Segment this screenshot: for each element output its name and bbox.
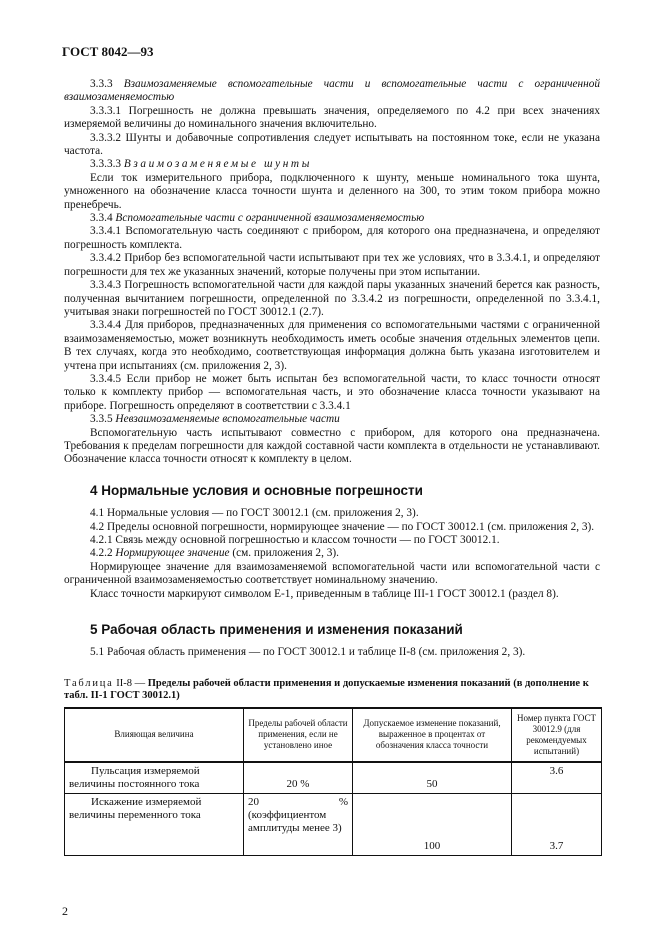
s4-paragraph: [64, 547, 600, 560]
clause-text: Вспомогательную часть испытывают совместно с прибором, для которого она предназначена. Требования к пределам погрешности для каждой составной части комплекта в отдельности не устанавливают. Обозначение класса точности относят к комплекту в целом.: [64, 426, 600, 466]
clause-text: Вспомогательную часть соединяют с прибором, для которого она предназначена, и определяют погрешность комплекта.: [64, 225, 600, 251]
section-5-title: 5 Рабочая область применения и изменения показаний: [90, 622, 463, 638]
clause-number: 4.2.1: [90, 534, 113, 546]
clause-number: 4.2: [90, 520, 105, 533]
section-4-body: [64, 507, 600, 601]
clause-text: Нормирующее значение: [115, 547, 230, 560]
clause-text: Невзаимозаменяемые вспомогательные части: [115, 413, 340, 426]
body-paragraph: [64, 373, 600, 413]
s4-paragraph: [64, 521, 600, 534]
body-paragraph: [64, 225, 600, 252]
clause-text: Взаимозаменяемые вспомогательные части и вспомогательные части с ограниченной взаимозаменяемостью: [64, 78, 600, 104]
clause-text: Нормальные условия — по ГОСТ 30012.1 (см. приложения 2, 3).: [106, 507, 419, 520]
section-3-3-3-blocks: [64, 78, 600, 467]
table-ii-8: [64, 707, 602, 856]
body-paragraph: [64, 279, 600, 319]
section-4-title: 4 Нормальные условия и основные погрешности: [90, 482, 423, 498]
body-paragraph: [64, 413, 600, 426]
header-working-range: Пределы рабочей области применения, если не установлено иное: [244, 708, 353, 762]
clause-number: 3.3.4.1: [90, 225, 122, 238]
clause-number: 3.3.4.5: [90, 372, 122, 385]
clause-text: Шунты и добавочные сопротивления следует испытывать на постоянном токе, если не указана частота.: [64, 131, 600, 158]
clause-text: Связь между основной погрешностью и классом точности — по ГОСТ 30012.1.: [115, 534, 500, 546]
clause-number: 3.3.3.1: [90, 104, 122, 117]
clause-text: Погрешность не должна превышать значения, определяемого по 4.2 при всех значениях измеряемой величины до номинального значения включительно.: [64, 104, 600, 131]
clause-text: Если прибор не может быть испытан без вспомогательной части, то класс точности относят только к комплекту прибор — вспомогательная часть, и это обозначение класса точности указывают на приборе. Погрешность определяют в соответствии с 3.3.4.1: [64, 372, 600, 412]
clause-text: Погрешность вспомогательной части для каждой пары указанных значений берется как разность, полученная вычитанием погрешности, определенной по 3.3.4.2 из погрешности, определенной по 3.3.4.1, учитывая знаки погрешностей по ГОСТ 30012.1 (2.7).: [64, 279, 600, 318]
table-row: Пульсация измеряемой величины постоянного тока 20 % 50 3.6: [65, 762, 602, 794]
clause-text: Взаимозаменяемые шунты: [123, 158, 312, 171]
clause-text: Для приборов, предназначенных для применения со вспомогательными частями с ограниченной взаимозаменяемостью, может возникнуть необходимость иметь особые значения отдельных элементов цепи. В тех случаях, когда это необходимо, соответствующая информация должна быть указана изготовителем и учтена при испытаниях (см. приложения 2, 3).: [64, 319, 601, 372]
body-paragraph: [64, 319, 600, 373]
header-permissible-change: Допускаемое изменение показаний, выраженное в процентах от обозначения класса точности: [353, 708, 512, 762]
clause-text: Если ток измерительного прибора, подключенного к шунту, меньше номинального тока шунта, умноженного на обозначение класса точности шунта и деленного на 300, то этим током прибора можно пренебречь.: [64, 171, 600, 211]
body-paragraph: [64, 252, 600, 279]
table-caption: Таблица II-8 — Пределы рабочей области применения и допускаемые изменения показаний (в дополнение к табл. II-1 ГОСТ 30012.1): [64, 677, 589, 702]
page-header: ГОСТ 8042—93: [62, 44, 154, 59]
clause-tail: (см. приложения 2, 3).: [229, 547, 339, 560]
s4-paragraph: [64, 588, 600, 601]
s4-paragraph: [64, 507, 600, 520]
table-header-row: [65, 708, 602, 762]
header-clause-number: Номер пункта ГОСТ 30012.9 (для рекомендуемых испытаний): [512, 708, 602, 762]
clause-text: Класс точности маркируют символом Е-1, приведенным в таблице III-1 ГОСТ 30012.1 (раздел 8).: [90, 587, 559, 600]
body-paragraph: [64, 158, 600, 171]
clause-number: 4.2.2: [90, 547, 113, 560]
body-paragraph: [64, 172, 600, 212]
clause-text: Нормирующее значение для взаимозаменяемой вспомогательной части или вспомогательной части с ограниченной взаимозаменяемостью соответствует номинальному значению.: [64, 560, 600, 587]
clause-number: 3.3.4.4: [90, 319, 122, 332]
clause-number: 4.1: [90, 507, 105, 520]
clause-number: 3.3.3: [90, 78, 113, 90]
clause-text: Пределы основной погрешности, нормирующее значение — по ГОСТ 30012.1 (см. приложения 2, 3).: [106, 520, 595, 533]
clause-text: Прибор без вспомогательной части испытывают при тех же условиях, что в 3.3.4.1, и определяют погрешности для тех же указанных значений, которые получены при этом испытании.: [64, 252, 600, 278]
body-paragraph: [64, 427, 600, 467]
body-paragraph: [64, 212, 600, 225]
table-row: Искажение измеряемой величины переменного тока 20 % (коэффициентом амплитуды менее 3) 100 3.7: [65, 793, 602, 855]
clause-text: Вспомогательные части с ограниченной взаимозаменяемостью: [115, 212, 425, 225]
body-paragraph: [64, 78, 600, 105]
body-paragraph: [64, 132, 600, 159]
s4-paragraph: [64, 534, 600, 547]
clause-number: 3.3.4.3: [90, 279, 122, 292]
clause-number: 3.3.3.3: [90, 158, 122, 171]
page-number: 2: [62, 904, 68, 918]
header-influencing-quantity: Влияющая величина: [65, 708, 244, 762]
s4-paragraph: [64, 561, 600, 588]
clause-number: 3.3.5: [90, 413, 113, 426]
clause-number: 3.3.3.2: [90, 131, 122, 144]
body-paragraph: [64, 105, 600, 132]
paragraph-5-1: 5.1 Рабочая область применения — по ГОСТ 30012.1 и таблице II-8 (см. приложения 2, 3).: [90, 646, 526, 659]
document-body: [64, 78, 600, 856]
clause-number: 3.3.4: [90, 212, 113, 225]
clause-number: 3.3.4.2: [90, 252, 122, 265]
